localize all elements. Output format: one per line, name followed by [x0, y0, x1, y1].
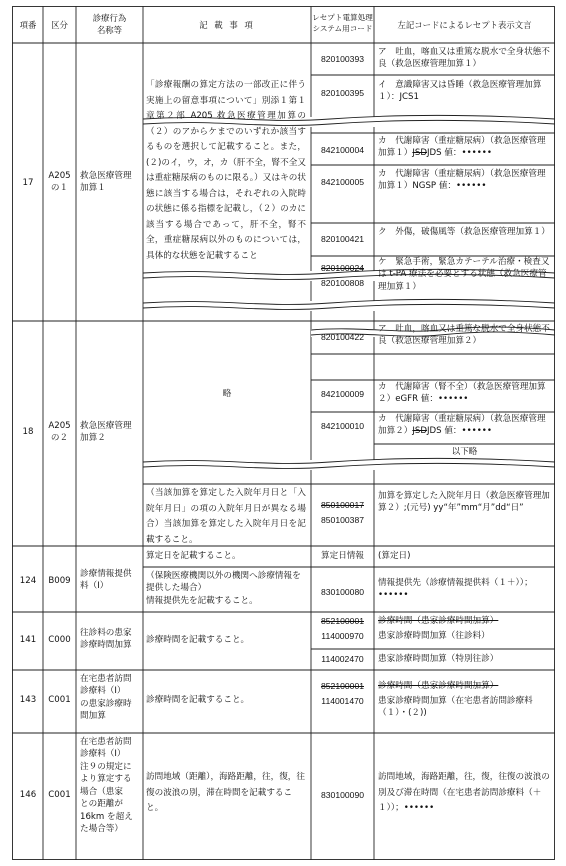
row18-code-2: 842100009 — [320, 389, 364, 399]
row124-display-1: (算定日) — [378, 551, 411, 561]
row143-display-deleted: 診療時間（患家診療時間加算） — [378, 681, 499, 691]
row18-below-omitted: 以下略 — [451, 447, 478, 457]
row18-code-3: 842100010 — [320, 421, 364, 431]
row124-code-2: 830100080 — [320, 587, 364, 597]
row124-display-2: 情報提供先（診療情報提供料（１＋））；•••••• — [378, 578, 533, 601]
row17-no: 17 — [22, 178, 34, 188]
row18-code-4-deleted: 850100017 — [320, 500, 364, 510]
row18-display-4: 加算を算定した入院年月日（救急医療管理加算２）;(元号) yy“年”mm“月”dd“日” — [378, 491, 550, 514]
row141-no: 141 — [19, 635, 37, 645]
header-item-name: 診療行為 名称等 — [92, 13, 127, 36]
row143-entry: 診療時間を記載すること。 — [146, 695, 250, 705]
row18-category: A205 の２ — [48, 421, 71, 444]
row141-display-1: 患家診療時間加算（往診料） — [378, 631, 490, 641]
row18-omitted: 略 — [222, 389, 232, 399]
row18-no: 18 — [22, 427, 34, 437]
row17-item-name: 救急医療管理 加算１ — [80, 171, 132, 194]
row18-display-3-deleted: JSD — [412, 426, 427, 437]
row124-entry-2: （保険医療機関以外の機関へ診療情報を提供した場合） 情報提供先を記載すること。 — [146, 571, 301, 606]
row18-item-name: 救急医療管理 加算２ — [80, 421, 132, 444]
row143-item-name: 在宅患者訪問 診療料（Ⅰ） の患家診療時 間加算 — [80, 674, 132, 722]
row17-display-2: イ 意識障害又は昏睡（救急医療管理加算１）：JCS1 — [378, 80, 542, 103]
row141-item-name: 往診料の患家 診療時間加算 — [80, 628, 132, 651]
row141-display-2: 患家診療時間加算（特別往診） — [378, 654, 499, 664]
row17-display-3-main: カ 代謝障害（重症糖尿病）（救急医療管理加算１） — [378, 136, 546, 159]
row18-entry: （当該加算を算定した入院年月日と「入院年月日」の項の入院年月日が異なる場合）当該加算を算定した入院年月日を記載すること。 — [146, 488, 306, 545]
row124-no: 124 — [19, 576, 37, 586]
row17-code-5: 820100421 — [320, 234, 364, 244]
row143-code: 114001470 — [321, 696, 364, 706]
row17-code-1: 820100393 — [320, 54, 364, 64]
header-entry: 記 載 事 項 — [199, 20, 255, 30]
row124-code-1: 算定日情報 — [321, 551, 364, 561]
row18-display-3 — [378, 413, 552, 438]
row18-code-4: 850100387 — [320, 515, 364, 525]
row143-no: 143 — [19, 695, 37, 705]
header-display-text: 左記コードによるレセプト表示文言 — [397, 20, 532, 30]
row17-code-6-deleted: 820100024 — [320, 263, 364, 273]
row17-display-1: ア 吐血，喀血又は重篤な脱水で全身状態不良（救急医療管理加算１） — [378, 47, 550, 70]
row143-display: 患家診療時間加算（在宅患者訪問診療料（１）・(２)) — [378, 696, 533, 719]
row17-code-4: 842100005 — [320, 177, 364, 187]
row17-display-5: ク 外傷，破傷風等（救急医療管理加算１） — [378, 227, 550, 237]
row146-entry: 訪問地域（距離），海路距離，往，復，往復の波浪の別，滞在時間を記載すること。 — [146, 772, 305, 813]
row18-code-1: 820100422 — [320, 332, 364, 342]
row141-code-1: 114000970 — [321, 631, 364, 641]
row141-code-2: 114002470 — [321, 654, 364, 664]
row124-entry-1: 算定日を記載すること。 — [146, 551, 241, 561]
row141-display-deleted: 診療時間（患家診療時間加算） — [378, 616, 499, 626]
row141-category: C000 — [48, 635, 71, 645]
row146-category: C001 — [48, 790, 71, 800]
row143-category: C001 — [48, 695, 71, 705]
row146-code: 830100090 — [320, 790, 364, 800]
row17-display-3 — [378, 135, 552, 160]
row17-display-4: カ 代謝障害（重症糖尿病）（救急医療管理加算１）NGSP 値：•••••• — [378, 169, 546, 192]
row143-code-deleted: 852100001 — [320, 681, 364, 691]
row146-no: 146 — [19, 790, 37, 800]
header-no: 項番 — [19, 20, 37, 30]
row17-display-3-deleted: JSD — [412, 148, 427, 159]
row124-category: B009 — [48, 576, 71, 586]
row17-code-3: 842100004 — [320, 145, 364, 155]
row17-code-6: 820100808 — [320, 278, 364, 288]
row18-display-3-tail: JDS 値：•••••• — [427, 426, 492, 437]
row18-display-1: ア 吐血，喀血又は重篤な脱水で全身状態不良（救急医療管理加算２） — [378, 324, 550, 347]
row17-display-6: ケ 緊急手術，緊急カテーテル治療・検査又は t-PA 療法を必要とする状態（救急医療管理加算１） — [378, 257, 550, 292]
row146-display: 訪問地域，海路距離，往，復，往復の波浪の別及び滞在時間（在宅患者訪問診療料（＋１））；•••••• — [378, 772, 550, 813]
row17-category: A205 の１ — [48, 171, 71, 194]
header-code: レセプト電算処理 システム用コード — [312, 13, 373, 33]
row18-display-2: カ 代謝障害（腎不全）（救急医療管理加算２）eGFR 値：•••••• — [378, 382, 546, 405]
row146-item-name: 在宅患者訪問 診療料（Ⅰ） 注９の規定に より算定する 場合（患家 との距離が 16km を超え た場合等） — [80, 737, 133, 835]
row18-display-3-main: カ 代謝障害（重症糖尿病）（救急医療管理加算２） — [378, 414, 546, 437]
row17-entry: 「診療報酬の算定方法の一部改正に伴う実施上の留意事項について」別添１第１章第２部 A205 救急医療管理加算の（２）のアからケまでのいずれか該当するものを選択して記載すること。また，(２)のイ，ウ，オ，カ（肝不全，腎不全又は重症糖尿病のものに限る。）又はキの状態に該当する場合は，それぞれの入院時の状態に係る指標を記載し，（２）のカに該当する場合であって，肝不全，腎不全，重症糖尿病以外のものについては，具体的な状態を記載すること — [146, 80, 306, 261]
row124-item-name: 診療情報提供 料（Ⅰ） — [80, 569, 132, 592]
header-category: 区分 — [51, 20, 68, 30]
row141-code-deleted: 852100001 — [320, 616, 364, 626]
row17-code-2: 820100395 — [320, 88, 364, 98]
row141-entry: 診療時間を記載すること。 — [146, 635, 250, 645]
row17-display-3-tail: JDS 値：•••••• — [427, 148, 492, 159]
